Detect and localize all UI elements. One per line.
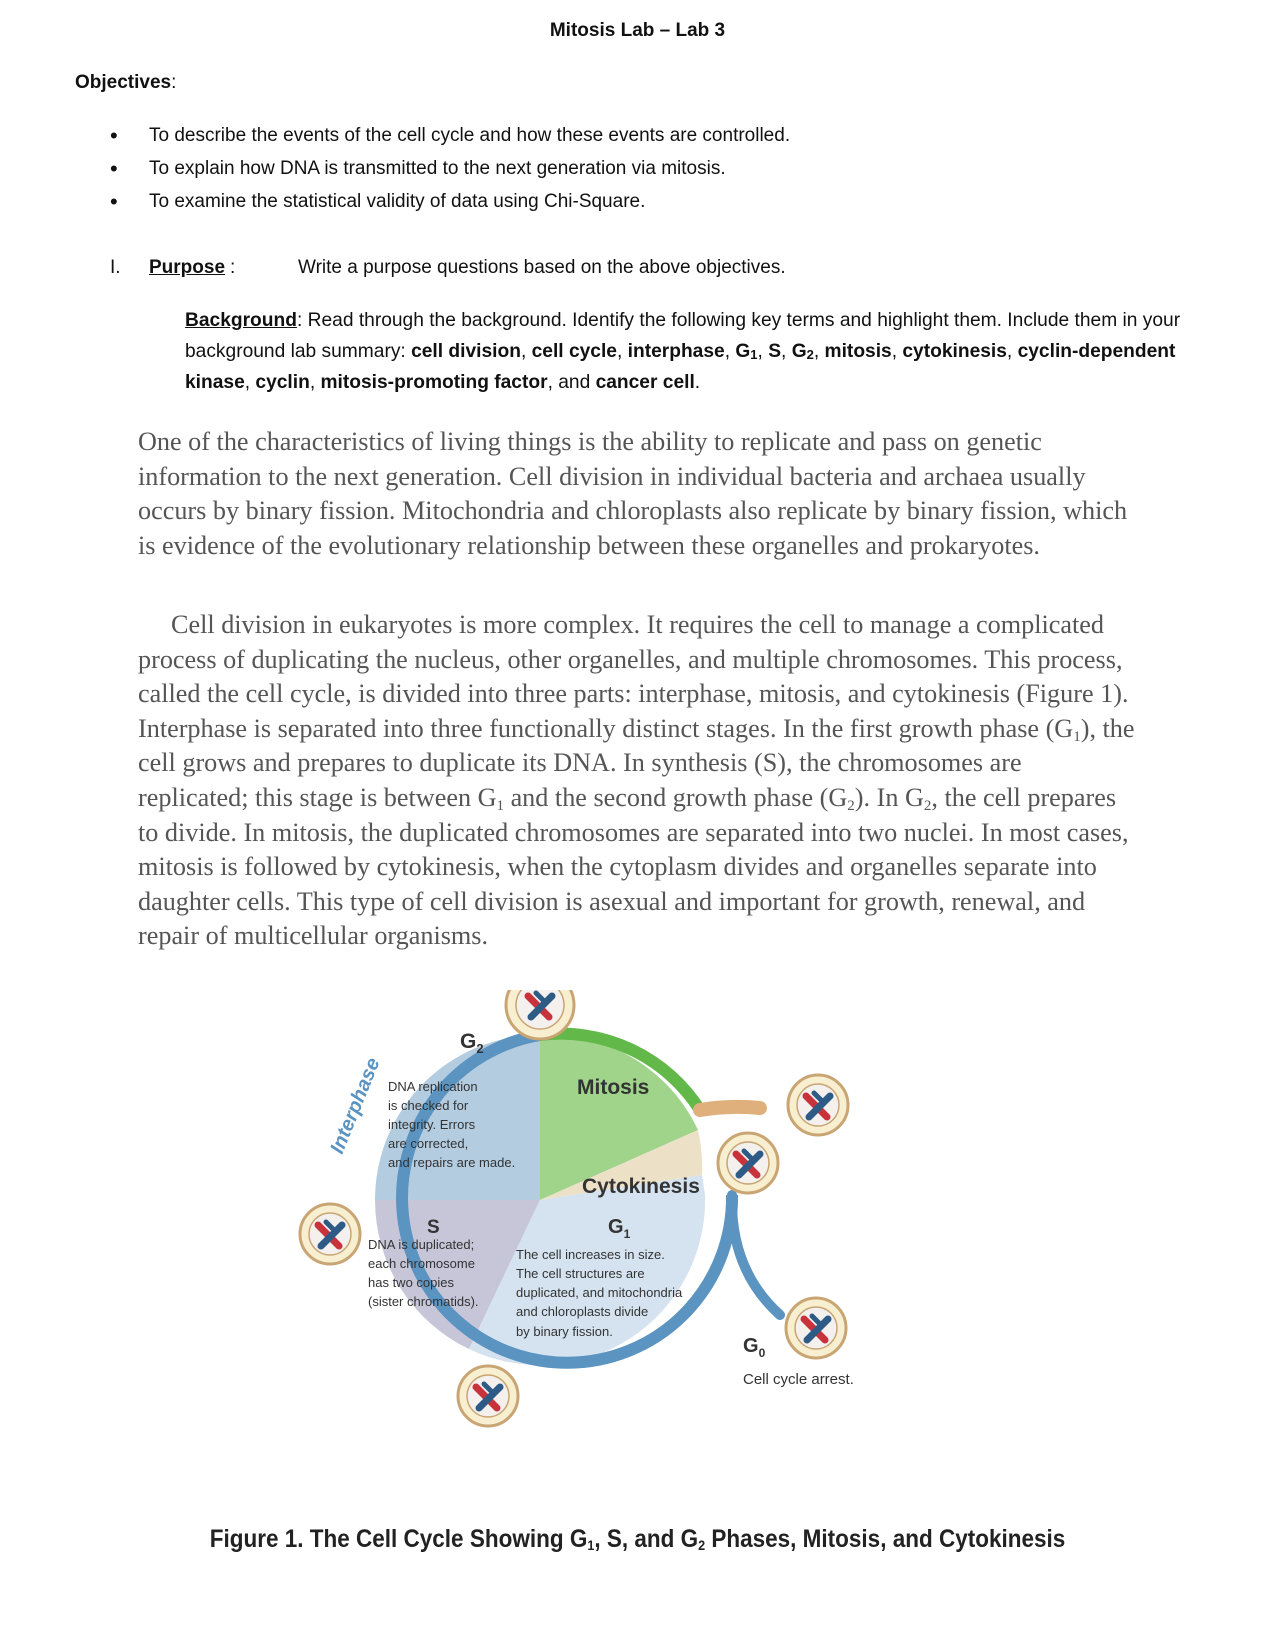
svg-text:is checked for: is checked for bbox=[388, 1098, 469, 1113]
g0-branch bbox=[732, 1195, 780, 1315]
cell-s-phase-icon bbox=[300, 1204, 360, 1264]
svg-text:DNA replication: DNA replication bbox=[388, 1079, 478, 1094]
key-term: interphase bbox=[627, 341, 725, 362]
key-term: $G_2$ bbox=[791, 341, 814, 362]
svg-text:(sister chromatids).: (sister chromatids). bbox=[368, 1294, 479, 1309]
key-term: cell division bbox=[411, 341, 521, 362]
objective-item: • To describe the events of the cell cycle and how these events are controlled. bbox=[110, 124, 790, 157]
svg-text:DNA is duplicated;: DNA is duplicated; bbox=[368, 1237, 475, 1252]
cell-cytokinesis-icon bbox=[718, 1133, 778, 1193]
purpose-colon: : bbox=[230, 257, 236, 278]
objectives-list bbox=[110, 124, 790, 223]
key-term: mitosis-promoting factor bbox=[320, 372, 548, 393]
objective-item: • To explain how DNA is transmitted to the next generation via mitosis. bbox=[110, 157, 790, 190]
cytokinesis-label: Cytokinesis bbox=[582, 1175, 700, 1198]
key-term: mitosis bbox=[824, 341, 892, 362]
background-instructions: Background: Read through the background. Identify the following key terms and highlight them. Include them in your background lab summary: cell division, cell cycle, interphase, $G_1$, S, $G_2$, mitosis, cytokinesis, cyclin-dependent kinase, cyclin, mitosis-promoting factor, and cancer cell. bbox=[185, 310, 1181, 393]
svg-text:has two copies: has two copies bbox=[368, 1275, 454, 1290]
svg-text:each chromosome: each chromosome bbox=[368, 1256, 475, 1271]
interphase-label: Interphase bbox=[326, 1054, 385, 1157]
objectives-label: Objectives bbox=[75, 72, 172, 93]
purpose-instructions: Write a purpose questions based on the above objectives. bbox=[298, 257, 786, 278]
g1-description bbox=[516, 1247, 683, 1339]
page-title: Mitosis Lab – Lab 3 bbox=[549, 20, 726, 41]
g0-label: $G_0$ bbox=[743, 1335, 766, 1360]
key-term: cyclin-dependent kinase bbox=[185, 341, 1176, 393]
figure-caption: Figure 1. The Cell Cycle Showing $G_1$, S, and $G_2$ Phases, Mitosis, and Cytokinesis bbox=[209, 1525, 1066, 1553]
svg-text:and repairs are made.: and repairs are made. bbox=[388, 1155, 516, 1170]
section-numeral: I. bbox=[110, 257, 121, 278]
mitosis-label: Mitosis bbox=[577, 1076, 650, 1099]
cell-cycle-figure bbox=[290, 990, 910, 1460]
key-term: cell cycle bbox=[531, 341, 617, 362]
g0-description: Cell cycle arrest. bbox=[743, 1371, 854, 1388]
g2-label: $G_2$ bbox=[460, 1030, 484, 1056]
key-term: cytokinesis bbox=[902, 341, 1007, 362]
s-label: S bbox=[427, 1217, 440, 1238]
key-term: S bbox=[768, 341, 782, 362]
key-term: cancer cell bbox=[595, 372, 695, 393]
objective-item: • To examine the statistical validity of data using Chi-Square. bbox=[110, 190, 790, 223]
background-intro: : Read through the background. Identify the following key terms and highlight them. Include them in your background lab summary: bbox=[185, 310, 1181, 362]
purpose-label: Purpose bbox=[149, 257, 226, 278]
svg-text:The cell increases in size.: The cell increases in size. bbox=[516, 1247, 665, 1262]
svg-text:by binary fission.: by binary fission. bbox=[516, 1324, 613, 1339]
objectives-heading bbox=[75, 72, 176, 94]
objectives-colon: : bbox=[171, 72, 177, 93]
svg-text:are corrected,: are corrected, bbox=[388, 1136, 469, 1151]
cell-cycle-diagram bbox=[290, 990, 910, 1460]
cell-g0-icon bbox=[786, 1298, 846, 1358]
cell-g1-icon bbox=[458, 1366, 518, 1426]
passage-paragraph-2: Cell division in eukaryotes is more complex. It requires the cell to manage a complicated process of duplicating the nucleus, other organelles, and multiple chromosomes. This process, called the cell cycle, is divided into three parts: interphase, mitosis, and cytokinesis (Figure 1). Interphase is separated into three functionally distinct stages. In the first growth phase $(G_1)$, the cell grows and prepares to duplicate its DNA. In synthesis (S), the chromosomes are replicated; this stage is between $G_1$ and the second growth phase $(G_2)$. In $G_2$, the cell prepares to divide. In mitosis, the duplicated chromosomes are separated into two nuclei. In most cases, mitosis is followed by cytokinesis, when the cytoplasm divides and organelles separate into daughter cells. This type of cell division is asexual and important for growth, renewal, and repair of multicellular organisms. bbox=[138, 610, 1135, 951]
cytokinesis-arm bbox=[700, 1107, 760, 1110]
key-term: cyclin bbox=[255, 372, 310, 393]
g1-label: $G_1$ bbox=[608, 1216, 631, 1241]
svg-text:duplicated, and mitochondria: duplicated, and mitochondria bbox=[516, 1285, 683, 1300]
svg-text:The cell structures are: The cell structures are bbox=[516, 1266, 645, 1281]
key-term: $G_1$ bbox=[735, 341, 758, 362]
svg-text:and chloroplasts divide: and chloroplasts divide bbox=[516, 1304, 649, 1319]
passage-paragraph-1: One of the characteristics of living things is the ability to replicate and pass on genetic information to the next generation. Cell division in individual bacteria and archaea usually occurs by binary fission. Mitochondria and chloroplasts also replicate by binary fission, which is evidence of the evolutionary relationship between these organelles and prokaryotes. bbox=[138, 427, 1128, 560]
cell-daughter-icon bbox=[788, 1075, 848, 1135]
svg-text:integrity. Errors: integrity. Errors bbox=[388, 1117, 476, 1132]
background-label: Background bbox=[185, 310, 297, 331]
